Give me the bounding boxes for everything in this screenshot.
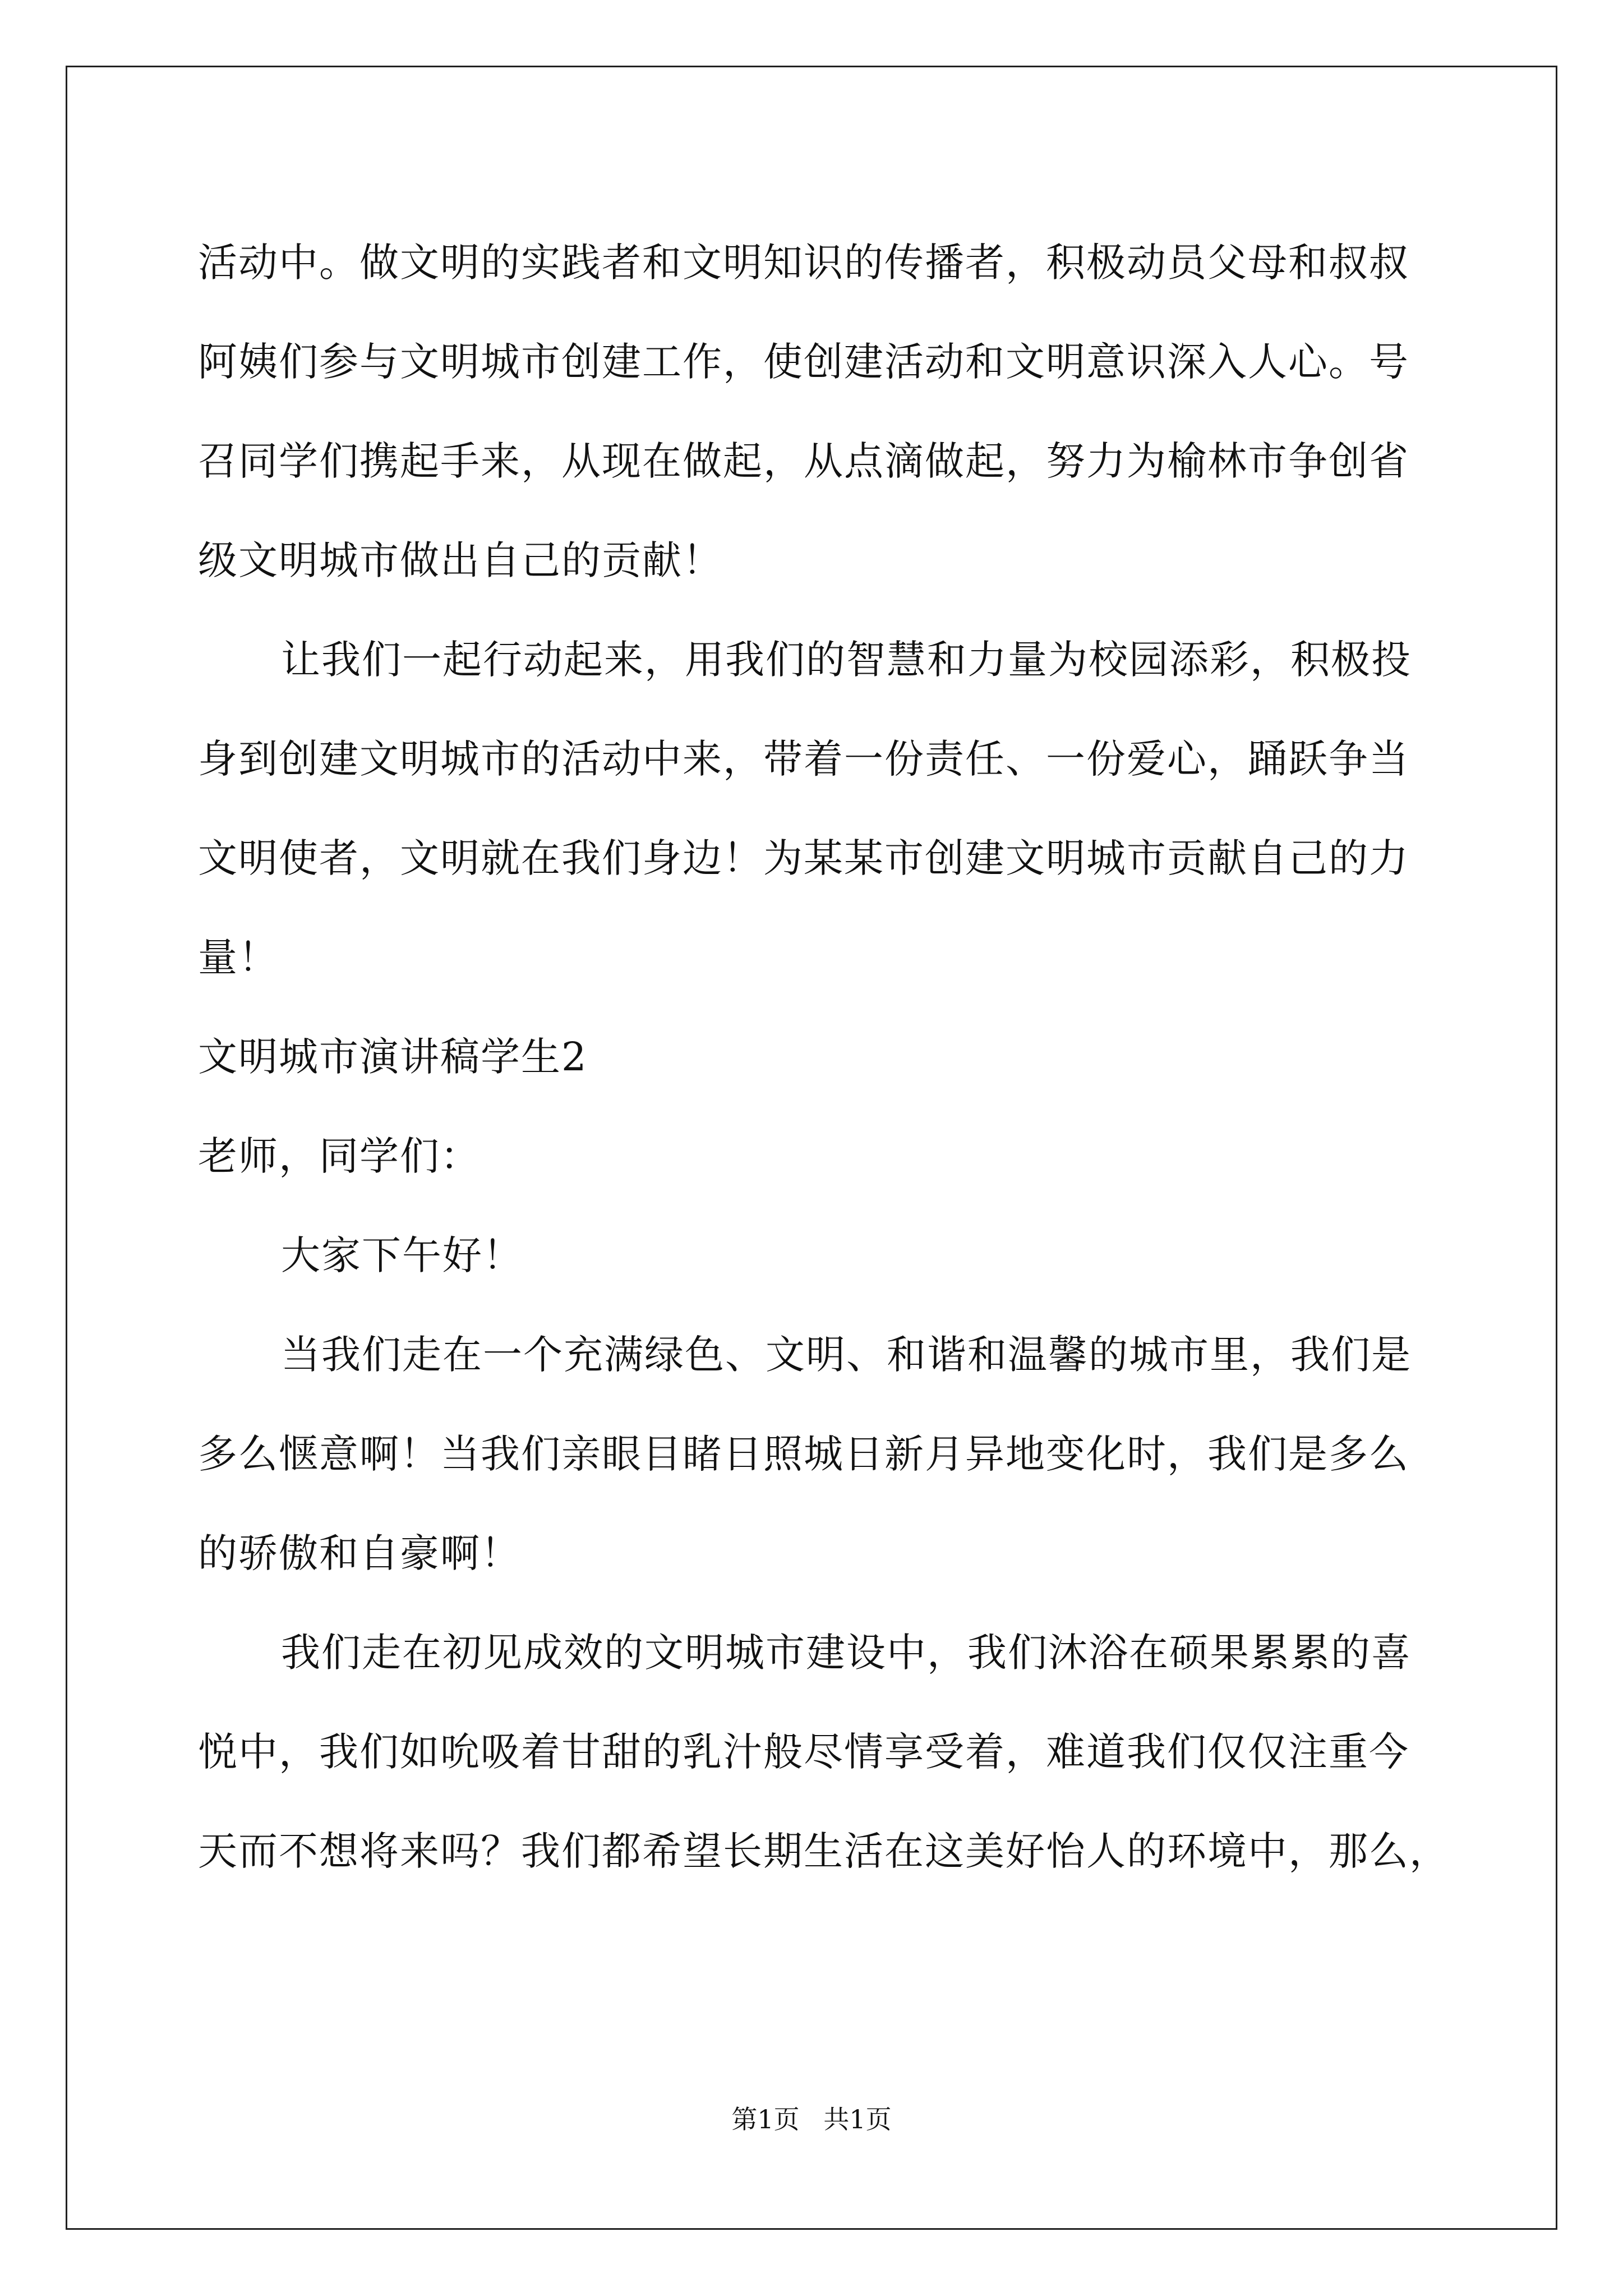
text-line: 悦中，我们如吮吸着甘甜的乳汁般尽情享受着，难道我们仅仅注重今 [198, 1729, 1409, 1775]
text-line: 天而不想将来吗？我们都希望长期生活在这美好怡人的环境中，那么， [198, 1828, 1450, 1874]
greeting: 大家下午好！ [281, 1232, 523, 1278]
text-line: 多么惬意啊！当我们亲眼目睹日照城日新月异地变化时，我们是多么 [198, 1431, 1409, 1477]
text-line: 身到创建文明城市的活动中来，带着一份责任、一份爱心，踊跃争当 [198, 736, 1409, 782]
text-line: 召同学们携起手来，从现在做起，从点滴做起，努力为榆林市争创省 [198, 438, 1409, 484]
text-line: 文明使者，文明就在我们身边！为某某市创建文明城市贡献自己的力 [198, 835, 1409, 881]
text-line: 级文明城市做出自己的贡献！ [198, 537, 723, 583]
text-line: 我们走在初见成效的文明城市建设中，我们沐浴在硕果累累的喜 [281, 1630, 1412, 1676]
salutation: 老师，同学们： [198, 1133, 481, 1179]
text-line: 阿姨们参与文明城市创建工作，使创建活动和文明意识深入人心。号 [198, 339, 1409, 385]
text-line: 活动中。做文明的实践者和文明知识的传播者，积极动员父母和叔叔 [198, 240, 1409, 286]
section-heading: 文明城市演讲稿学生2 [198, 1034, 588, 1080]
page-number-current: 第1页 [731, 2104, 800, 2134]
text-line: 的骄傲和自豪啊！ [198, 1530, 521, 1576]
page-footer [0, 2102, 1623, 2136]
page-number-total: 共1页 [823, 2104, 892, 2134]
text-line: 当我们走在一个充满绿色、文明、和谐和温馨的城市里，我们是 [281, 1332, 1412, 1378]
document-body [198, 213, 1450, 1901]
text-line: 量！ [198, 935, 279, 981]
text-line: 让我们一起行动起来，用我们的智慧和力量为校园添彩，积极投 [281, 637, 1412, 683]
